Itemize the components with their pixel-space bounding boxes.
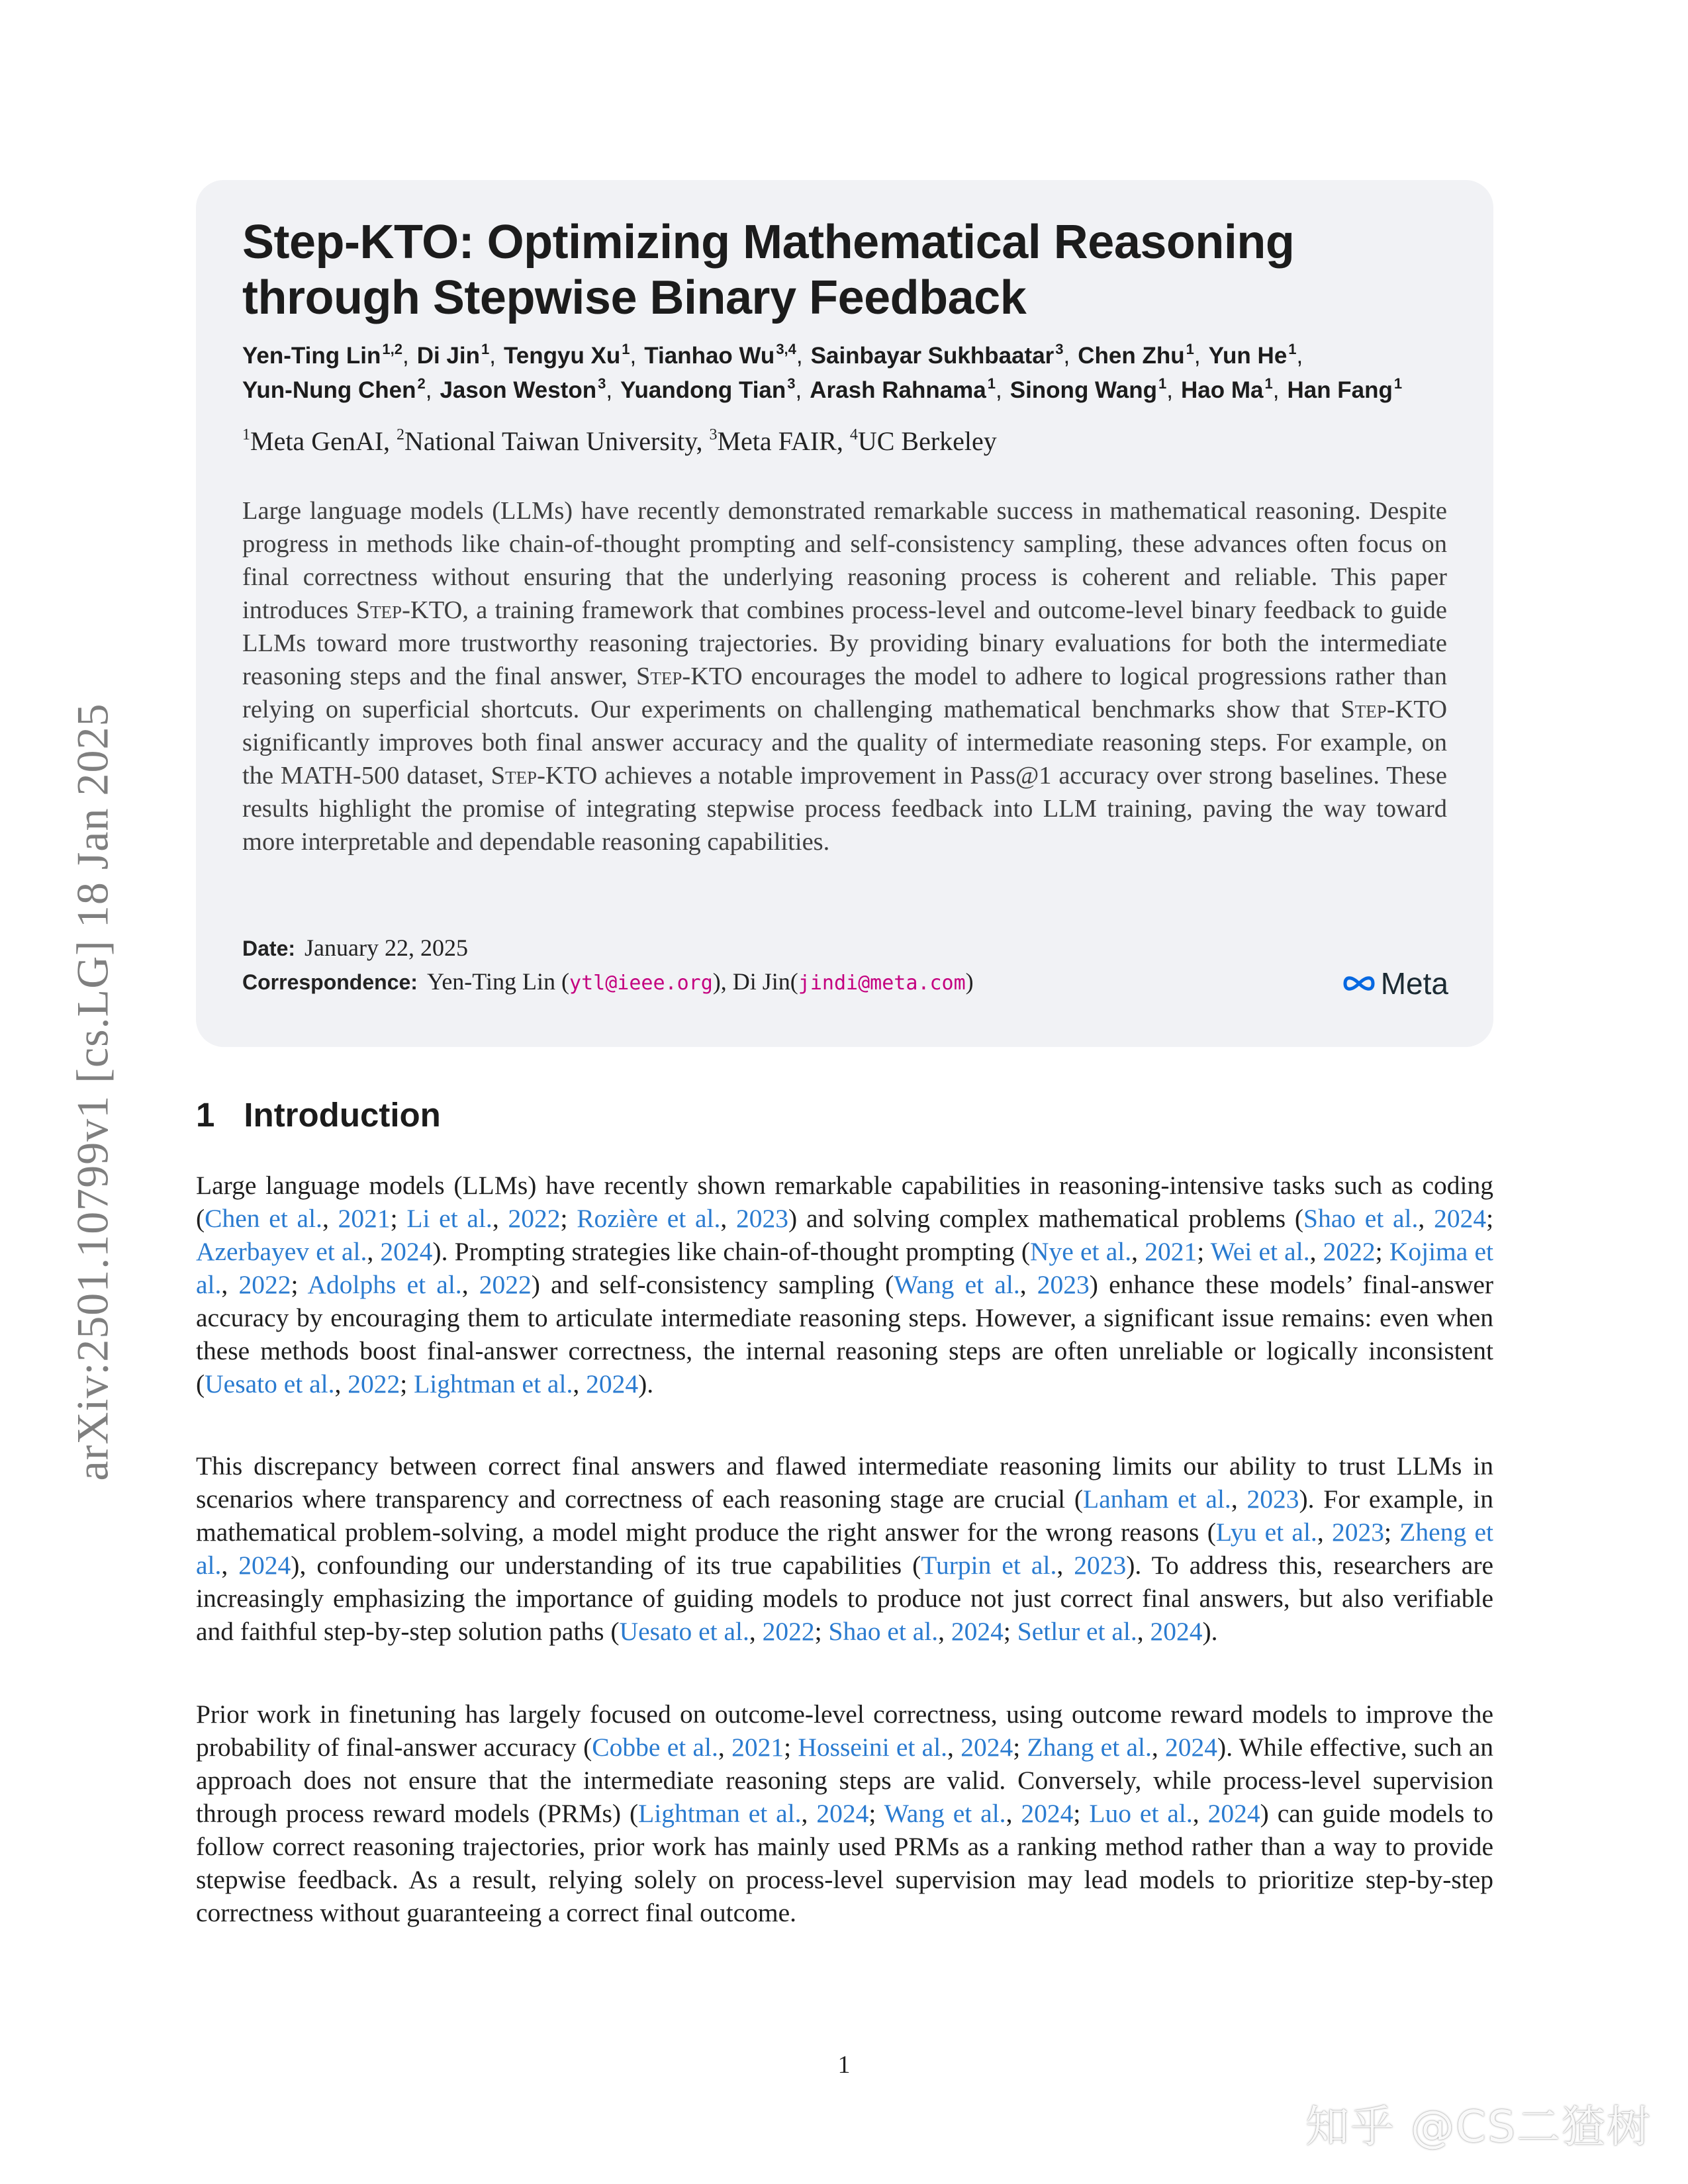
paragraph-text: Large language models (LLMs) have recently shown remarkable capabilities in reasoning-intensive tasks such as coding ( xyxy=(196,1171,1493,1233)
page-number: 1 xyxy=(837,2051,851,2079)
citation-author-link[interactable]: Rozière et al. xyxy=(577,1204,721,1233)
paragraph-text: Prior work in finetuning has largely focused on outcome-level correctness, using outcome reward models to improve the probability of final-answer accuracy ( xyxy=(196,1700,1493,1762)
author-affiliation-marker: 1 xyxy=(481,341,490,357)
paragraph-text: ). Prompting strategies like chain-of-thought prompting ( xyxy=(432,1237,1031,1266)
paragraph-text: ; xyxy=(390,1204,407,1233)
author-affiliation-marker: 1 xyxy=(1264,375,1273,392)
author-affiliation-marker: 2 xyxy=(417,375,426,392)
paragraph-text: This discrepancy between correct final answers and flawed intermediate reasoning limits our ability to trust LLMs in scenarios where transparency and correctness of each reasoning stage are crucial ( xyxy=(196,1451,1493,1514)
affiliation-name: National Taiwan University xyxy=(404,426,696,456)
citation-author-link[interactable]: Li et al. xyxy=(406,1204,492,1233)
citation-year-link[interactable]: 2022 xyxy=(762,1617,815,1646)
citation-author-link[interactable]: Lyu et al. xyxy=(1215,1518,1317,1547)
abstract-text: encourages the model to adhere to logical progressions rather than relying on superficial shortcuts. Our experiments on challenging mathematical benchmarks show that xyxy=(242,662,1448,723)
paragraph-text: ), confounding our understanding of its true capabilities ( xyxy=(291,1551,921,1580)
author-affiliation-marker: 1 xyxy=(987,375,996,392)
citation-year-link[interactable]: 2024 xyxy=(1207,1799,1260,1828)
citation-author-link[interactable]: Turpin et al. xyxy=(921,1551,1057,1580)
affiliation-name: UC Berkeley xyxy=(857,426,997,456)
correspondence-label: Correspondence: xyxy=(242,970,418,994)
affiliation-marker: 2 xyxy=(397,426,405,443)
citation-year-link[interactable]: 2024 xyxy=(238,1551,291,1580)
citation-year-link[interactable]: 2023 xyxy=(1332,1518,1384,1547)
paragraph-text: ; xyxy=(1013,1733,1027,1762)
section-heading-introduction xyxy=(196,1095,441,1134)
title-line-2: through Stepwise Binary Feedback xyxy=(242,271,1027,324)
paragraph-text: ; xyxy=(1003,1617,1017,1646)
paragraph-text: ; xyxy=(1375,1237,1389,1266)
citation-year-link[interactable]: 2023 xyxy=(1037,1270,1090,1299)
affiliation-marker: 1 xyxy=(242,426,250,443)
author-affiliation-marker: 1 xyxy=(1186,341,1194,357)
paragraph-text: ; xyxy=(1486,1204,1494,1233)
citation-year-link[interactable]: 2021 xyxy=(338,1204,391,1233)
citation-year-link[interactable]: 2024 xyxy=(1150,1617,1203,1646)
paragraph-text: ). xyxy=(1202,1617,1218,1646)
section-number: 1 xyxy=(196,1096,215,1134)
citation-author-link[interactable]: Zheng et al. xyxy=(196,1518,1493,1580)
paragraph-text: ) enhance these models’ final-answer accuracy by encouraging them to articulate intermediate reasoning steps. However, a significant issue remains: even when these methods boost final-answer correctness, the internal reasoning steps are often unreliable or logically inconsistent ( xyxy=(196,1270,1494,1398)
author-affiliation-marker: 3 xyxy=(787,375,796,392)
paragraph-text: ; xyxy=(784,1733,798,1762)
author-affiliation-marker: 1 xyxy=(622,341,630,357)
author-affiliation-marker: 3 xyxy=(598,375,606,392)
citation-year-link[interactable]: 2022 xyxy=(479,1270,532,1299)
correspondence-name-2: Di Jin xyxy=(732,968,790,995)
author-name: Sainbayar Sukhbaatar xyxy=(810,343,1055,369)
author-list: Yen-Ting Lin$^{1,2}$, Di Jin$^1$, Tengyu Xu$^1$, Tianhao Wu$^{3,4}$, Sainbayar Sukhbaatar$^3$, Chen Zhu$^1$, Yun He$^1$, Yun-Nung Chen$^2$, Jason Weston$^3$, Yuandong Tian$^3$, Arash Rahnama$^1$, Sinong Wang$^1$, Hao Ma$^1$, Han Fang$^1$ xyxy=(242,341,1403,403)
method-name: Step-KTO xyxy=(491,762,598,790)
method-name: Step-KTO xyxy=(635,662,743,690)
citation-year-link[interactable]: 2024 xyxy=(951,1617,1004,1646)
author-name: Jason Weston xyxy=(440,377,597,403)
paragraph-text: ). To address this, researchers are increasingly emphasizing the importance of guiding models to produce not just correct final answers, but also verifiable and faithful step-by-step solution paths ( xyxy=(196,1551,1494,1646)
paragraph-text: ). While effective, such an approach does not ensure that the intermediate reasoning steps are valid. Conversely, while process-level supervision through process reward models (PRMs) ( xyxy=(196,1733,1494,1828)
paragraph-text: ; xyxy=(868,1799,884,1828)
abstract-text: Large language models (LLMs) have recently demonstrated remarkable success in mathematical reasoning. Despite progress in methods like chain-of-thought prompting and self-consistency sampling, these advances often focus on final correctness without ensuring that the underlying reasoning process is coherent and reliable. This paper introduces xyxy=(242,497,1447,624)
date-label: Date: xyxy=(242,936,296,960)
author-affiliation-marker: 1 xyxy=(1288,341,1297,357)
paper-title xyxy=(242,214,1447,326)
citation-year-link[interactable]: 2021 xyxy=(1145,1237,1197,1266)
citation-author-link[interactable]: Lightman et al. xyxy=(414,1369,573,1398)
author-name: Yuandong Tian xyxy=(620,377,786,403)
date-value: January 22, 2025 xyxy=(305,934,468,961)
paragraph-text: ; xyxy=(814,1617,829,1646)
citation-author-link[interactable]: Cobbe et al. xyxy=(592,1733,718,1762)
citation-year-link[interactable]: 2023 xyxy=(736,1204,789,1233)
citation-year-link[interactable]: 2022 xyxy=(508,1204,561,1233)
abstract-text: significantly improves both final answer accuracy and the quality of intermediate reasoning steps. For example, on the MATH-500 dataset, xyxy=(242,729,1447,790)
meta-logo-text: Meta xyxy=(1380,966,1448,1001)
zhihu-watermark: 知乎 @CS二猹树 xyxy=(1305,2101,1652,2152)
abstract xyxy=(242,494,1447,858)
meta-infinity-icon xyxy=(1341,974,1377,993)
title-line-1: Step-KTO: Optimizing Mathematical Reasoning xyxy=(242,216,1295,269)
citation-year-link[interactable]: 2024 xyxy=(380,1237,433,1266)
email-link-2[interactable]: jindi@meta.com xyxy=(798,972,966,995)
author-name: Yun-Nung Chen xyxy=(242,377,416,403)
citation-year-link[interactable]: 2023 xyxy=(1246,1484,1299,1514)
paragraph-text: ) can guide models to follow correct reasoning trajectories, prior work has mainly used PRMs as a ranking method rather than a way to provide stepwise feedback. As a result, relying solely on process-level supervision may lead models to prioritize step-by-step correctness without guaranteeing a correct final outcome. xyxy=(196,1799,1494,1927)
citation-author-link[interactable]: Wang et al. xyxy=(884,1799,1006,1828)
citation-year-link[interactable]: 2022 xyxy=(348,1369,400,1398)
method-name: Step-KTO xyxy=(355,596,463,624)
paragraph-text: ). For example, in mathematical problem-solving, a model might produce the right answer for the wrong reasons ( xyxy=(196,1484,1494,1547)
author-affiliation-marker: 1 xyxy=(1158,375,1167,392)
citation-author-link[interactable]: Luo et al. xyxy=(1089,1799,1193,1828)
citation-year-link[interactable]: 2022 xyxy=(238,1270,291,1299)
author-name: Tengyu Xu xyxy=(503,343,621,369)
meta-logo xyxy=(1341,966,1448,1001)
author-affiliation-marker: 3,4 xyxy=(776,341,796,357)
citation-year-link[interactable]: 2024 xyxy=(586,1369,639,1398)
citation-author-link[interactable]: Kojima et al. xyxy=(196,1237,1494,1299)
affiliation-list: $^1$Meta GenAI, $^2$National Taiwan University, $^3$Meta FAIR, $^4$UC Berkeley xyxy=(242,426,997,456)
citation-author-link[interactable]: Uesato et al. xyxy=(619,1617,749,1646)
citation-author-link[interactable]: Nye et al. xyxy=(1030,1237,1132,1266)
paper-header-card xyxy=(196,180,1493,1047)
paragraph-text: ). xyxy=(638,1369,654,1398)
citation-year-link[interactable]: 2022 xyxy=(1323,1237,1376,1266)
paragraph-text: ) and self-consistency sampling ( xyxy=(531,1270,894,1299)
citation-author-link[interactable]: Adolphs et al. xyxy=(307,1270,462,1299)
citation-author-link[interactable]: Shao et al. xyxy=(828,1617,939,1646)
paragraph-text: ; xyxy=(560,1204,577,1233)
paragraph-text: ; xyxy=(291,1270,308,1299)
paragraph-text: ; xyxy=(400,1369,414,1398)
intro-paragraph-2: This discrepancy between correct final answers and flawed intermediate reasoning limits our ability to trust LLMs in scenarios where transparency and correctness of each reasoning stage are crucial (Lanham et al., 2023). For example, in mathematical problem-solving, a model might produce the right answer for the wrong reasons (Lyu et al., 2023; Zheng et al., 2024), confounding our understanding of its true capabilities (Turpin et al., 2023). To address this, researchers are increasingly emphasizing the importance of guiding models to produce not just correct final answers, but also verifiable and faithful step-by-step solution paths (Uesato et al., 2022; Shao et al., 2024; Setlur et al., 2024). xyxy=(196,1451,1494,1646)
paragraph-text: ; xyxy=(1073,1799,1090,1828)
paragraph-text: ; xyxy=(1197,1237,1211,1266)
author-name: Sinong Wang xyxy=(1009,377,1158,403)
author-name: Hao Ma xyxy=(1181,377,1264,403)
abstract-text: , a training framework that combines process-level and outcome-level binary feedback to guide LLMs toward more trustworthy reasoning trajectories. By providing binary evaluations for both the intermediate reasoning steps and the final answer, xyxy=(242,596,1447,690)
affiliation-marker: 4 xyxy=(849,426,858,443)
affiliation-name: Meta FAIR xyxy=(717,426,837,456)
citation-author-link[interactable]: Lightman et al. xyxy=(638,1799,802,1828)
citation-author-link[interactable]: Uesato et al. xyxy=(205,1369,335,1398)
citation-year-link[interactable]: 2024 xyxy=(1165,1733,1218,1762)
intro-paragraph-3: Prior work in finetuning has largely focused on outcome-level correctness, using outcome reward models to improve the probability of final-answer accuracy (Cobbe et al., 2021; Hosseini et al., 2024; Zhang et al., 2024). While effective, such an approach does not ensure that the intermediate reasoning steps are valid. Conversely, while process-level supervision through process reward models (PRMs) (Lightman et al., 2024; Wang et al., 2024; Luo et al., 2024) can guide models to follow correct reasoning trajectories, prior work has mainly used PRMs as a ranking method rather than a way to provide stepwise feedback. As a result, relying solely on process-level supervision may lead models to prioritize step-by-step correctness without guaranteeing a correct final outcome. xyxy=(196,1700,1494,1927)
affiliation-marker: 3 xyxy=(709,426,718,443)
affiliation-name: Meta GenAI xyxy=(250,426,384,456)
citation-author-link[interactable]: Wang et al. xyxy=(894,1270,1020,1299)
paper-metadata xyxy=(242,931,1447,1000)
citation-author-link[interactable]: Setlur et al. xyxy=(1017,1617,1137,1646)
paragraph-text: ; xyxy=(1384,1518,1400,1547)
author-name: Chen Zhu xyxy=(1078,343,1185,369)
author-name: Di Jin xyxy=(416,343,480,369)
citation-author-link[interactable]: Shao et al. xyxy=(1303,1204,1419,1233)
author-affiliation-marker: 1 xyxy=(1393,375,1403,392)
author-name: Arash Rahnama xyxy=(810,377,986,403)
citation-author-link[interactable]: Zhang et al. xyxy=(1027,1733,1152,1762)
date-line xyxy=(242,931,1447,965)
paragraph-text: ) and solving complex mathematical problems ( xyxy=(788,1204,1304,1233)
arxiv-identifier-stamp: arXiv:2501.10799v1 [cs.LG] 18 Jan 2025 xyxy=(67,703,118,1481)
citation-year-link[interactable]: 2024 xyxy=(961,1733,1013,1762)
author-name: Tianhao Wu xyxy=(644,343,775,369)
citation-year-link[interactable]: 2021 xyxy=(731,1733,784,1762)
citation-year-link[interactable]: 2023 xyxy=(1074,1551,1127,1580)
intro-paragraph-1: Large language models (LLMs) have recently shown remarkable capabilities in reasoning-intensive tasks such as coding (Chen et al., 2021; Li et al., 2022; Rozière et al., 2023) and solving complex mathematical problems (Shao et al., 2024; Azerbayev et al., 2024). Prompting strategies like chain-of-thought prompting (Nye et al., 2021; Wei et al., 2022; Kojima et al., 2022; Adolphs et al., 2022) and self-consistency sampling (Wang et al., 2023) enhance these models’ final-answer accuracy by encouraging them to articulate intermediate reasoning steps. However, a significant issue remains: even when these methods boost final-answer correctness, the internal reasoning steps are often unreliable or logically inconsistent (Uesato et al., 2022; Lightman et al., 2024). xyxy=(196,1171,1494,1398)
email-link-1[interactable]: ytl@ieee.org xyxy=(569,972,713,995)
citation-author-link[interactable]: Hosseini et al. xyxy=(798,1733,948,1762)
citation-year-link[interactable]: 2024 xyxy=(1434,1204,1487,1233)
citation-author-link[interactable]: Azerbayev et al. xyxy=(196,1237,367,1266)
citation-author-link[interactable]: Chen et al. xyxy=(205,1204,322,1233)
method-name: Step-KTO xyxy=(1340,696,1447,723)
author-affiliation-marker: 1,2 xyxy=(382,341,402,357)
author-name: Yen-Ting Lin xyxy=(242,343,381,369)
correspondence-name-1: Yen-Ting Lin xyxy=(426,968,556,995)
citation-author-link[interactable]: Wei et al. xyxy=(1210,1237,1310,1266)
author-affiliation-marker: 3 xyxy=(1055,341,1064,357)
citation-author-link[interactable]: Lanham et al. xyxy=(1083,1484,1231,1514)
correspondence-line: Correspondence: Yen-Ting Lin (ytl@ieee.org), Di Jin(jindi@meta.com) xyxy=(242,968,974,995)
abstract-text: achieves a notable improvement in Pass@1 accuracy over strong baselines. These results highlight the promise of integrating stepwise process feedback into LLM training, paving the way toward more interpretable and dependable reasoning capabilities. xyxy=(242,762,1447,856)
author-name: Han Fang xyxy=(1287,377,1393,403)
section-title: Introduction xyxy=(244,1096,441,1134)
author-name: Yun He xyxy=(1208,343,1288,369)
citation-year-link[interactable]: 2024 xyxy=(816,1799,869,1828)
citation-year-link[interactable]: 2024 xyxy=(1021,1799,1074,1828)
